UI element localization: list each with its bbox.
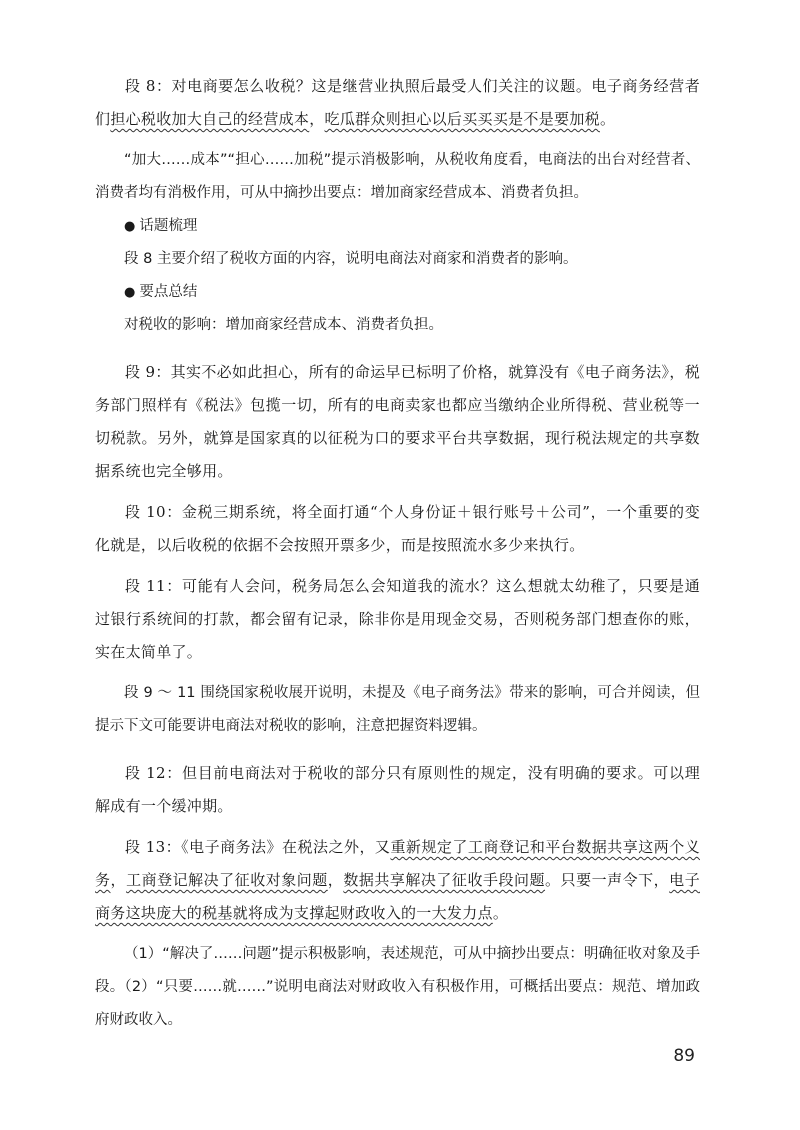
topic-heading-label: 话题梳理	[139, 218, 198, 234]
paragraph-9: 段 9：其实不必如此担心，所有的命运早已标明了价格，就算没有《电子商务法》，税务部门照样有《税法》包揽一切，所有的电商卖家也都应当缴纳企业所得税、营业税等一切税款。另外，就算是国家真的以征税为口的要求平台共享数据，现行税法规定的共享数据系统也完全够用。	[95, 363, 700, 480]
underlined-phrase: 吃瓜群众则担心以后买买买是不是要加税	[324, 110, 600, 128]
underlined-phrase: 数据共享解决了征收手段问题	[343, 871, 546, 889]
paragraph-10: 段 10：金税三期系统，将全面打通“个人身份证＋银行账号＋公司”，一个重要的变化就是，以后收税的依据不会按照开票多少，而是按照流水多少来执行。	[95, 503, 700, 554]
underlined-phrase: 电子商务这块庞大的税基就将成为支撑起财政收入的一大发力点	[95, 871, 700, 922]
underlined-phrase: 工商登记解决了征收对象问题	[126, 871, 328, 889]
annotation-paragraph-8: “加大……成本”“担心……加税”提示消极影响，从税收角度看，电商法的出台对经营者、消费者均有消极作用，可从中摘抄出要点：增加商家经营成本、消费者负担。	[95, 152, 700, 201]
paragraph-11: 段 11：可能有人会问，税务局怎么会知道我的流水？这么想就太幼稚了，只要是通过银行系统间的打款，都会留有记录，除非你是用现金交易，否则税务部门想查你的账，实在太简单了。	[95, 577, 700, 661]
summary-heading-label: 要点总结	[139, 284, 198, 300]
paragraph-13-lead: 段 13：《电子商务法》在税法之外，又	[125, 838, 391, 856]
paragraph-12: 段 12：但目前电商法对于税收的部分只有原则性的规定，没有明确的要求。可以理解成有一个缓冲期。	[95, 764, 700, 815]
punctuation: 。只要一声令下，	[545, 871, 670, 889]
page-body	[95, 70, 700, 1037]
punctuation: 。	[599, 110, 616, 128]
topic-heading	[95, 210, 700, 243]
punctuation: ，	[309, 110, 325, 128]
punctuation: 。	[492, 904, 509, 922]
annotation-paragraph-9-11: 段 9 ～ 11 围绕国家税收展开说明，未提及《电子商务法》带来的影响，可合并阅读，但提示下文可能要讲电商法对税收的影响，注意把握资料逻辑。	[95, 685, 700, 734]
annotation-paragraph-13: （1）“解决了……问题”提示积极影响，表述规范，可从中摘抄出要点：明确征收对象及手段。（2）“只要……就……”说明电商法对财政收入有积极作用，可概括出要点：规范、增加政府财政收入。	[95, 946, 700, 1028]
punctuation: ，	[327, 871, 344, 889]
punctuation: ，	[110, 871, 127, 889]
summary-text: 对税收的影响：增加商家经营成本、消费者负担。	[124, 317, 443, 333]
bullet-icon: ●	[124, 285, 136, 300]
paragraph-8-lead: 段 8：对电商要怎么收税？这是继营业执照后最受人们关注的议题。电子商务经营者们	[95, 77, 700, 128]
topic-text: 段 8 主要介绍了税收方面的内容，说明电商法对商家和消费者的影响。	[124, 251, 578, 267]
page-number: 89	[673, 1046, 695, 1066]
paragraph-8	[95, 70, 700, 136]
summary-heading	[95, 276, 700, 309]
paragraph-13	[95, 831, 700, 930]
bullet-icon: ●	[124, 219, 136, 234]
underlined-phrase: 重新规定了工商登记和平台数据共享这两个义务	[95, 838, 700, 889]
underlined-phrase: 担心税收加大自己的经营成本	[110, 110, 310, 128]
